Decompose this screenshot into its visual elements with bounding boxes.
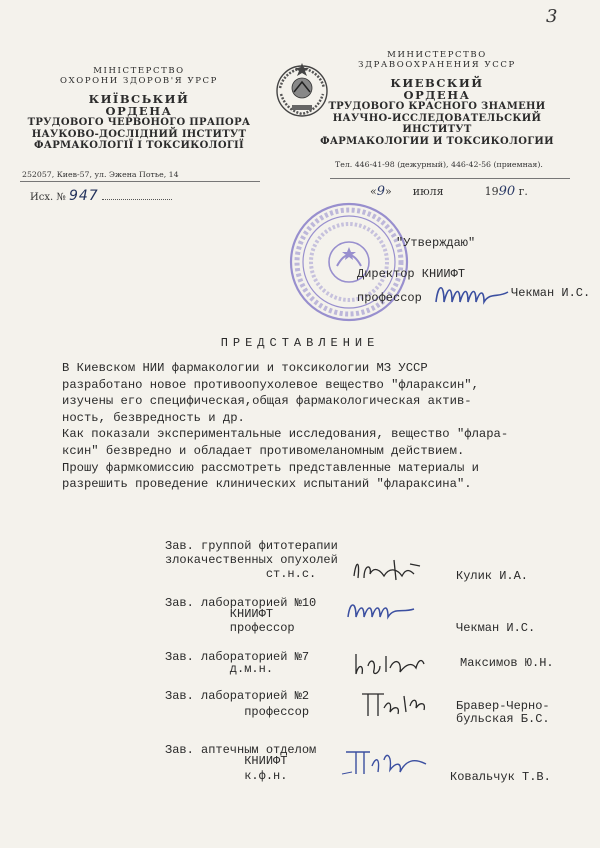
- date-year-prefix: 19: [484, 185, 499, 198]
- ministry-line-1: МИНИСТЕРСТВО: [387, 50, 487, 60]
- ministry-line-1: МІНІСТЕРСТВО: [93, 66, 185, 76]
- date-year: 90: [498, 184, 516, 199]
- institute-line: КИЇВСЬКИЙ: [88, 92, 190, 106]
- signatory-position: Зав. лабораторией №10: [165, 596, 317, 610]
- letterhead-ukrainian: [20, 66, 258, 152]
- ministry-line-2: ЗДРАВООХРАНЕНИЯ УССР: [358, 60, 516, 70]
- divider-left: [20, 181, 260, 182]
- document-title: ПРЕДСТАВЛЕНИЕ: [220, 336, 380, 350]
- signatory-degree: профессор: [165, 621, 295, 635]
- ministry-line-2: ОХОРОНИ ЗДОРОВ'Я УРСР: [60, 76, 218, 86]
- institute-line: ФАРМАКОЛОГІЇ І ТОКСИКОЛОГІЇ: [33, 140, 244, 151]
- institute-line: ТРУДОВОГО ЧЕРВОНОГО ПРАПОРА: [27, 117, 251, 128]
- date-day: 9: [376, 184, 386, 199]
- reference-label: Исх. №: [30, 192, 66, 203]
- approval-heading: "Утверждаю": [396, 236, 476, 250]
- signatory-position: Зав. группой фитотерапии: [165, 539, 338, 553]
- approval-title: профессор: [357, 291, 422, 305]
- approval-position: Директор КНИИФТ: [357, 267, 466, 281]
- signatory-name: Кулик И.А.: [456, 569, 529, 583]
- signatory-name: Чекман И.С.: [456, 621, 536, 635]
- director-signature: [432, 278, 512, 312]
- signatory-degree: д.м.н.: [165, 662, 274, 676]
- phones-right: Тел. 446-41-98 (дежурный), 446-42-56 (приемная).: [335, 160, 543, 169]
- body-text: В Киевском НИИ фармакологии и токсикологии МЗ УССР разработано новое противоопухолевое вещество "флараксин", изучены его специфическая,общая фармакологическая актив- ность, безвредность и др. Как показали экспериментальные исследования, вещество "флара- ксин" безвредно и обладает противомеланомным действием. Прошу фармкомиссию рассмотреть представленные материалы и разрешить проведение клинических испытаний "флараксина".: [62, 361, 509, 492]
- page-number: 3: [546, 6, 558, 27]
- institute-line: ОРДЕНА: [403, 87, 471, 102]
- signatory-name: Ковальчук Т.В.: [450, 770, 551, 784]
- signatory-name: Бравер-Черно- бульская Б.С.: [456, 699, 550, 726]
- signature-kulik: [350, 556, 430, 586]
- signature-chekman: [344, 597, 424, 627]
- letterhead-russian: [302, 50, 572, 147]
- institute-line: ТРУДОВОГО КРАСНОГО ЗНАМЕНИ: [328, 101, 546, 112]
- institute-line: ФАРМАКОЛОГИИ И ТОКСИКОЛОГИИ: [320, 135, 554, 147]
- signatory-position: Зав. лабораторией №7: [165, 650, 310, 664]
- date-line: «9» июля 1990 г.: [370, 184, 528, 199]
- reference-number: [30, 188, 172, 204]
- date-month: июля: [412, 185, 444, 198]
- signatory-name: Максимов Ю.Н.: [460, 656, 554, 670]
- institute-line: ОРДЕНА: [105, 103, 173, 118]
- signature-braver: [354, 688, 434, 722]
- divider-right: [330, 178, 570, 179]
- address-left: 252057, Киев-57, ул. Эжена Потье, 14: [22, 170, 179, 179]
- approval-name: Чекман И.С.: [511, 286, 591, 300]
- reference-value: 947: [68, 188, 99, 204]
- signatory-position: Зав. лабораторией №2: [165, 689, 310, 703]
- signatory-degree: ст.н.с.: [165, 567, 317, 581]
- signature-maksimov: [350, 648, 430, 680]
- institute-line: НАУЧНО-ИССЛЕДОВАТЕЛЬСКИЙ ИНСТИТУТ: [332, 112, 542, 135]
- signatory-org: КНИИФТ: [165, 607, 274, 621]
- institute-line: НАУКОВО-ДОСЛІДНИЙ ІНСТИТУТ: [31, 128, 247, 140]
- round-stamp-icon: [287, 200, 411, 324]
- signature-kovalchuk: [340, 746, 430, 780]
- signatory-org: КНИИФТ: [165, 754, 288, 768]
- institute-line: КИЕВСКИЙ: [390, 76, 484, 90]
- date-suffix: г.: [518, 185, 528, 198]
- signatory-position: злокачественных опухолей: [165, 553, 338, 567]
- signatory-position: Зав. аптечным отделом: [165, 743, 317, 757]
- signatory-degree: профессор: [165, 705, 310, 719]
- signatory-degree: к.ф.н.: [165, 769, 288, 783]
